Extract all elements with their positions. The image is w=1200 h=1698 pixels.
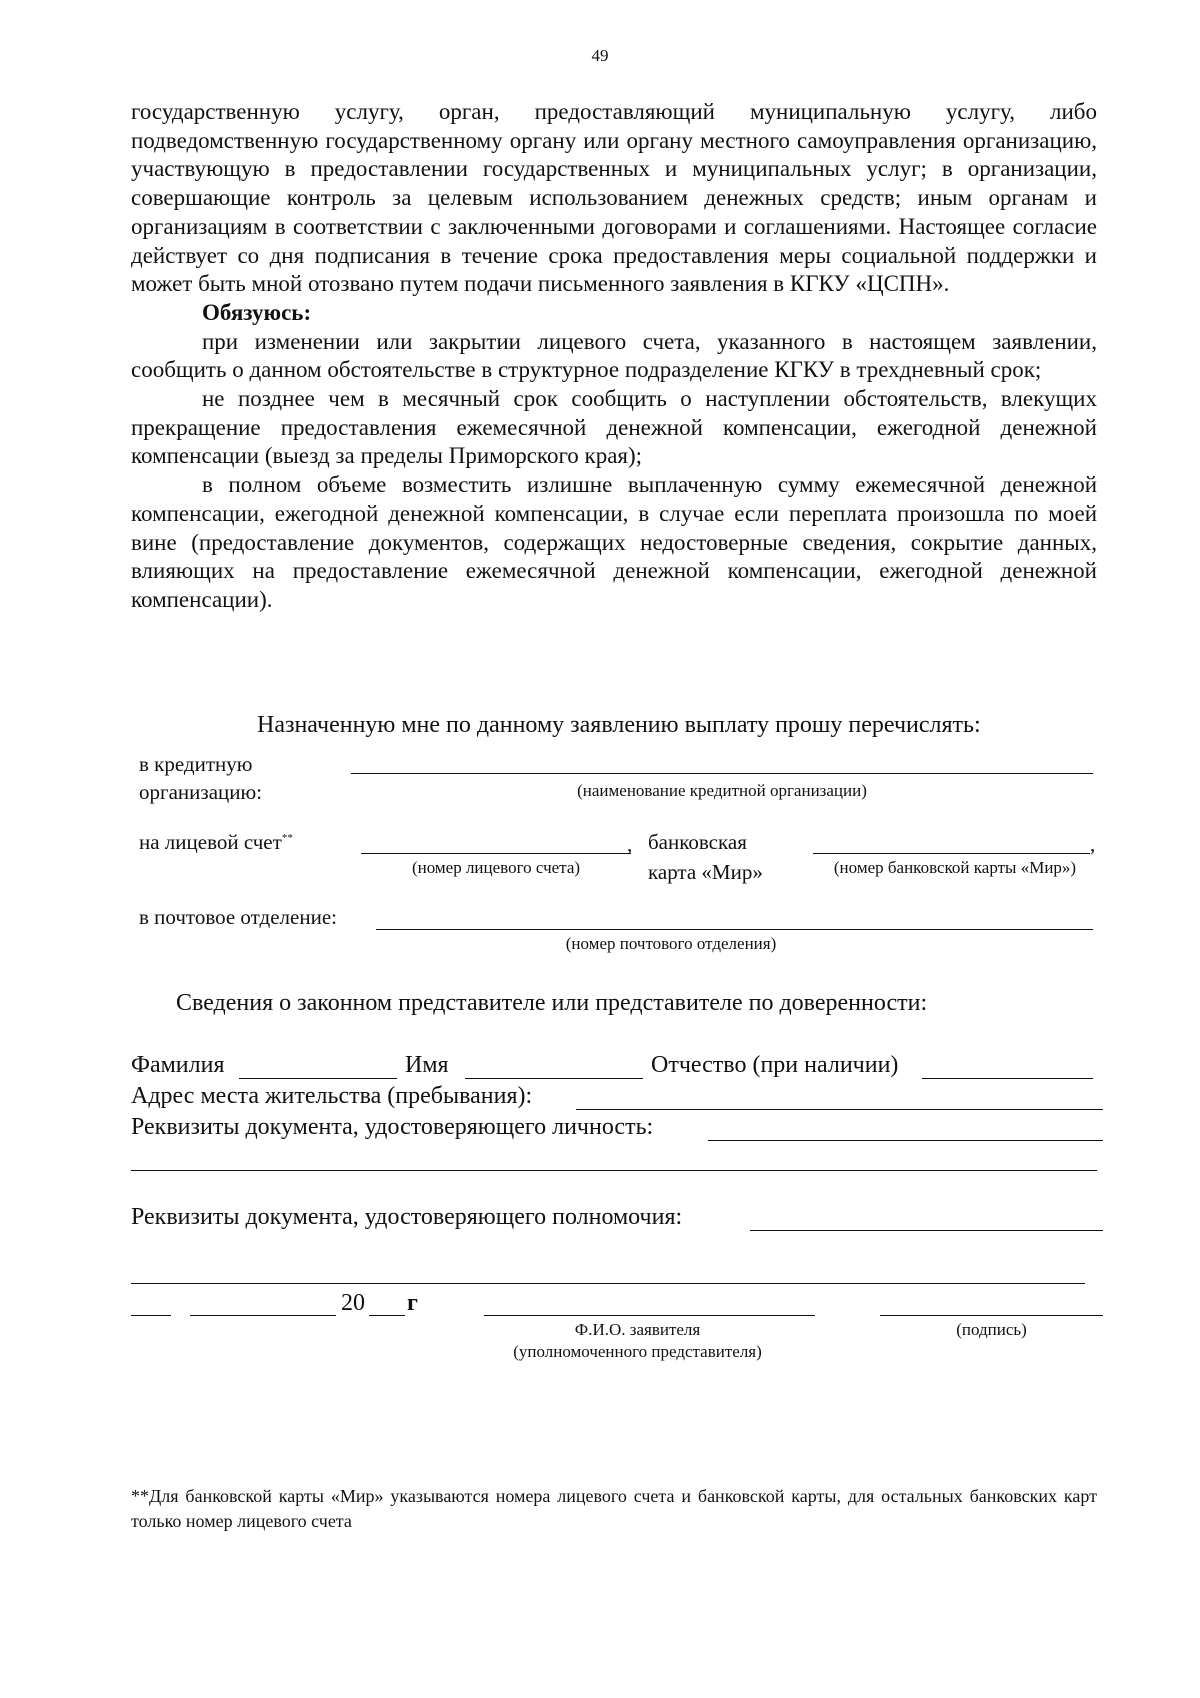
id-document-field-line-2[interactable] [131, 1170, 1097, 1171]
date-month-field[interactable] [190, 1315, 336, 1316]
payment-heading: Назначенную мне по данному заявлению выплату прошу перечислять: [257, 712, 981, 738]
applicant-name-field[interactable] [484, 1315, 815, 1316]
credit-org-label-1: в кредитную [139, 752, 253, 776]
authority-document-label: Реквизиты документа, удостоверяющего полномочия: [131, 1204, 683, 1230]
account-caption: (номер лицевого счета) [411, 858, 581, 877]
account-number-field[interactable] [361, 853, 631, 854]
credit-org-label-2: организацию: [139, 780, 263, 804]
representative-heading: Сведения о законном представителе или представителе по доверенности: [176, 990, 928, 1016]
credit-org-field[interactable] [351, 773, 1093, 774]
date-year-field[interactable] [369, 1315, 405, 1316]
body-text [131, 98, 1097, 615]
footnote-marker: ** [281, 832, 293, 844]
authority-document-field-line-2[interactable] [131, 1283, 1085, 1284]
authority-document-field[interactable] [750, 1230, 1103, 1231]
footnote-text: **Для банковской карты «Мир» указываются номера лицевого счета и банковской карты, для остальных банковских карт только номер лицевого счета [131, 1486, 1097, 1531]
obligation-item-1: при изменении или закрытии лицевого счета, указанного в настоящем заявлении, сообщить о данном обстоятельстве в структурное подразделение КГКУ в трехдневный срок; [131, 328, 1097, 383]
signature-field[interactable] [880, 1315, 1103, 1316]
name-field[interactable] [465, 1078, 643, 1079]
date-year-prefix: 20 [341, 1290, 365, 1316]
post-office-field[interactable] [376, 929, 1093, 930]
account-label: на лицевой счет** [139, 830, 293, 854]
id-document-field[interactable] [708, 1140, 1103, 1141]
post-office-caption: (номер почтового отделения) [565, 934, 777, 953]
obligation-item-3: в полном объеме возместить излишне выплаченную сумму ежемесячной денежной компенсации, ежегодной денежной компенсации, в случае если переплата произошла по моей вине (предоставление документов, содержащих недостоверные сведения, сокрытие данных, влияющих на предоставление ежемесячной денежной компенсации, ежегодной денежной компенсации). [131, 472, 1097, 612]
address-label: Адрес места жительства (пребывания): [131, 1083, 533, 1109]
account-comma: , [627, 832, 633, 856]
address-field[interactable] [576, 1109, 1103, 1110]
surname-field[interactable] [239, 1078, 397, 1079]
card-comma: , [1090, 832, 1096, 856]
consent-paragraph: государственную услугу, орган, предоставляющий муниципальную услугу, либо подведомственную государственному органу или органу местного самоуправления организацию, участвующую в предоставлении государственных и муниципальных услуг; в организации, совершающие контроль за целевым использованием денежных средств; иным органам и организациям в соответствии с заключенными договорами и соглашениями. Настоящее согласие действует со дня подписания в течение срока предоставления меры социальной поддержки и может быть мной отозвано путем подачи письменного заявления в КГКУ «ЦСПН». [131, 99, 1097, 297]
id-document-label: Реквизиты документа, удостоверяющего личность: [131, 1114, 654, 1140]
page-number: 49 [591, 46, 609, 65]
card-caption: (номер банковской карты «Мир») [833, 858, 1077, 877]
card-label-2: карта «Мир» [648, 860, 763, 884]
post-office-label: в почтовое отделение: [139, 905, 337, 929]
date-day-field[interactable] [131, 1315, 171, 1316]
obligation-heading: Обязуюсь: [202, 299, 312, 325]
applicant-name-caption-1: Ф.И.О. заявителя [574, 1320, 701, 1339]
signature-caption: (подпись) [956, 1320, 1027, 1339]
footnote [131, 1484, 1097, 1534]
name-label: Имя [405, 1052, 449, 1078]
patronymic-field[interactable] [922, 1078, 1093, 1079]
card-number-field[interactable] [813, 853, 1090, 854]
applicant-name-caption-2: (уполномоченного представителя) [513, 1342, 762, 1361]
date-year-suffix: г [407, 1290, 418, 1316]
obligation-item-2: не позднее чем в месячный срок сообщить о наступлении обстоятельств, влекущих прекращение предоставления ежемесячной денежной компенсации, ежегодной денежной компенсации (выезд за пределы Приморского края); [131, 386, 1097, 469]
credit-org-caption: (наименование кредитной организации) [577, 781, 867, 800]
surname-label: Фамилия [131, 1052, 225, 1078]
patronymic-label: Отчество (при наличии) [651, 1052, 899, 1078]
card-label-1: банковская [648, 830, 747, 854]
